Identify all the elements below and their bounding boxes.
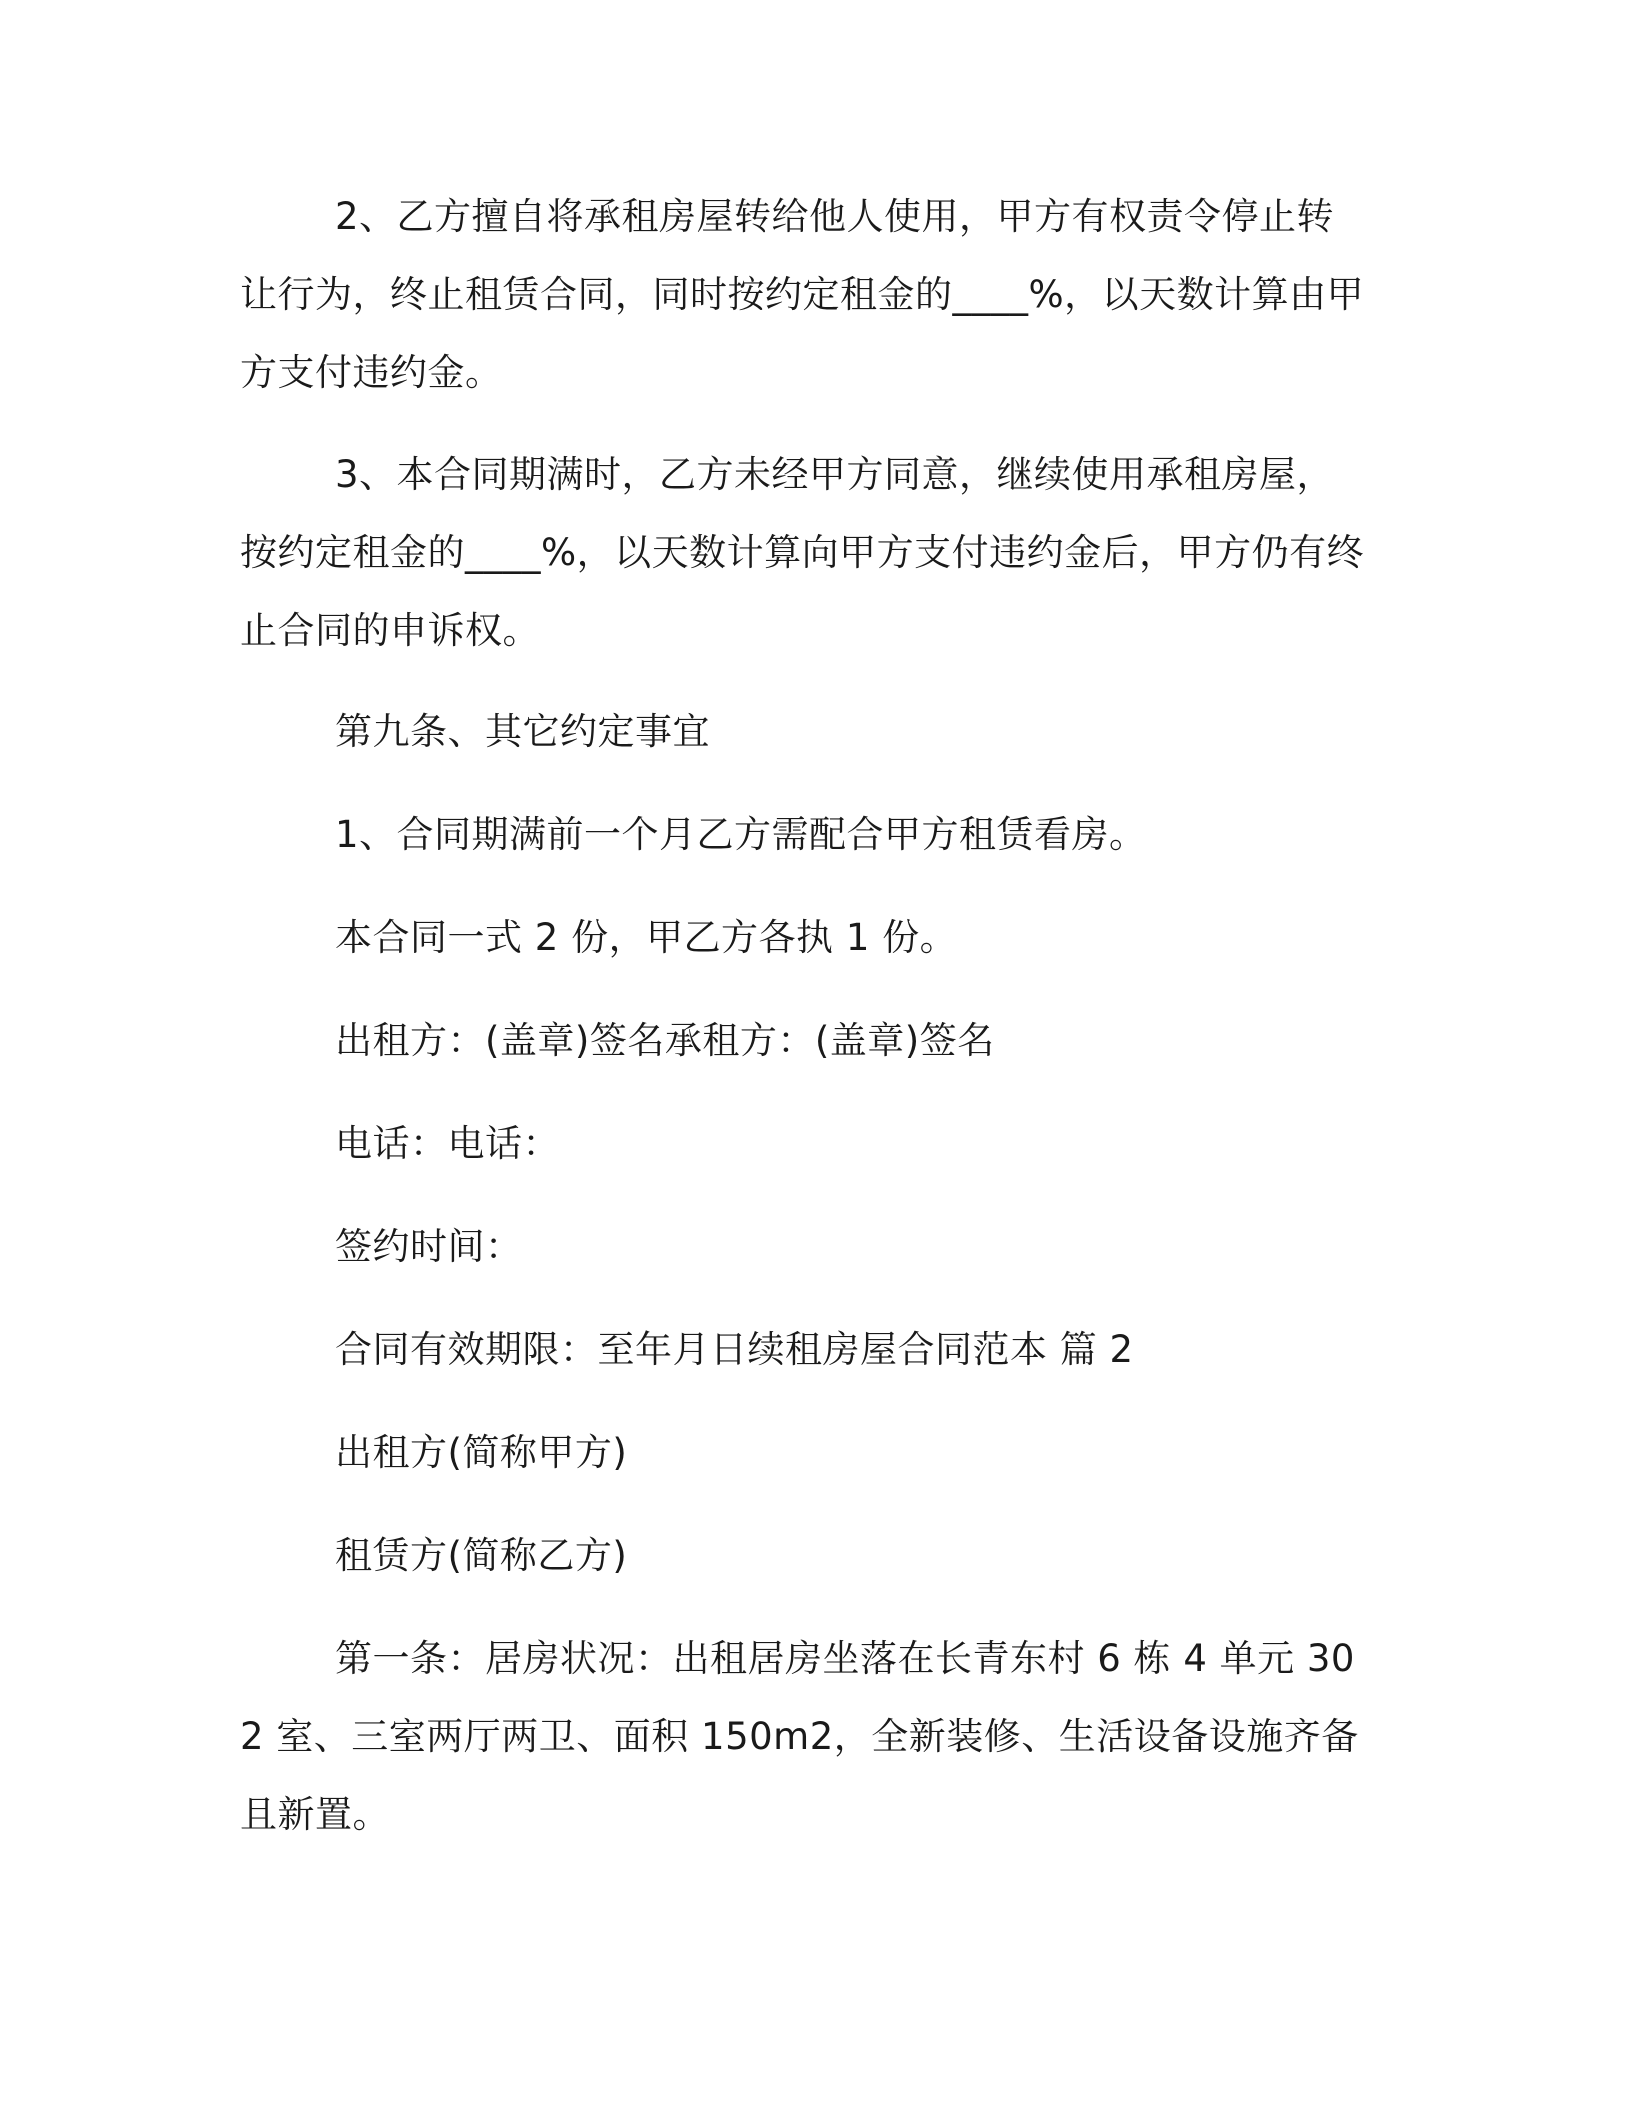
clause-9-heading: 第九条、其它约定事宜 bbox=[335, 710, 710, 753]
clause-8-item-2: 2、乙方擅自将承租房屋转给他人使用，甲方有权责令停止转让行为，终止租赁合同，同时按约定租金的____%，以天数计算由甲方支付违约金。 bbox=[240, 195, 1365, 394]
signing-date-line: 签约时间： bbox=[335, 1225, 523, 1268]
validity-period-line: 合同有效期限：至年月日续租房屋合同范本 篇 2 bbox=[335, 1328, 1134, 1371]
clause-8-item-3: 3、本合同期满时，乙方未经甲方同意，继续使用承租房屋，按约定租金的____%，以天数计算向甲方支付违约金后，甲方仍有终止合同的申诉权。 bbox=[240, 453, 1365, 652]
signature-line: 出租方：(盖章)签名承租方：(盖章)签名 bbox=[335, 1019, 995, 1062]
copies-statement: 本合同一式 2 份，甲乙方各执 1 份。 bbox=[335, 916, 958, 959]
lessor-line: 出租方(简称甲方) bbox=[335, 1431, 628, 1474]
clause-9-item-1: 1、合同期满前一个月乙方需配合甲方租赁看房。 bbox=[335, 813, 1147, 856]
phone-line: 电话：电话： bbox=[335, 1122, 560, 1165]
lessee-line: 租赁方(简称乙方) bbox=[335, 1534, 628, 1577]
clause-1-housing-status: 第一条：居房状况：出租居房坐落在长青东村 6 栋 4 单元 302 室、三室两厅两卫、面积 150m2，全新装修、生活设备设施齐备且新置。 bbox=[240, 1637, 1359, 1836]
